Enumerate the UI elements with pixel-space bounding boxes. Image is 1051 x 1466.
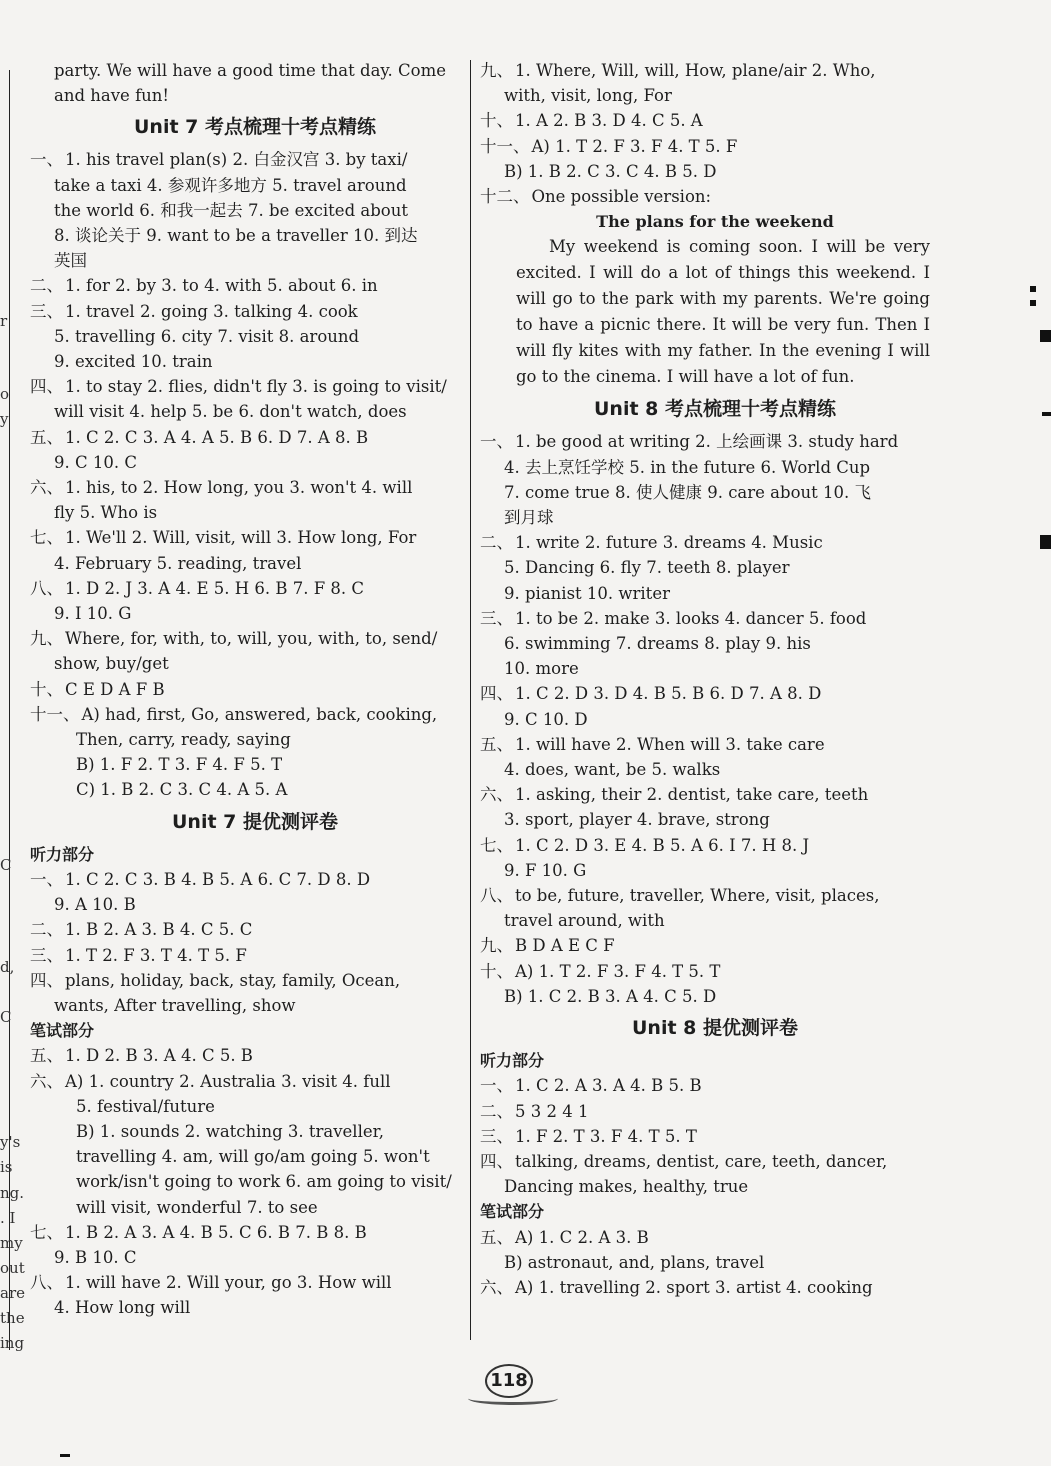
question-number: 十二、 bbox=[480, 187, 530, 207]
answer-text: 9. F 10. G bbox=[504, 860, 587, 880]
answer-text: 1. for 2. by 3. to 4. with 5. about 6. in bbox=[65, 276, 378, 296]
answer-line bbox=[30, 1220, 480, 1245]
subsection-label: 听力部分 bbox=[480, 1051, 545, 1071]
answer-line bbox=[30, 867, 480, 892]
answer-line bbox=[480, 134, 950, 159]
question-number: 七、 bbox=[480, 835, 513, 855]
answer-line bbox=[480, 656, 950, 681]
answer-line bbox=[480, 732, 950, 757]
edge-mark bbox=[60, 1454, 70, 1457]
answer-line bbox=[30, 299, 480, 324]
answer-line bbox=[30, 752, 480, 777]
answer-text: B) 1. C 2. B 3. A 4. C 5. D bbox=[504, 986, 717, 1006]
question-number: 八、 bbox=[480, 886, 513, 906]
answer-text: 1. his travel plan(s) 2. 白金汉宫 3. by taxi/ bbox=[65, 150, 408, 170]
answer-text: 1. travel 2. going 3. talking 4. cook bbox=[65, 301, 358, 321]
question-number: 二、 bbox=[480, 533, 513, 553]
answer-line bbox=[30, 349, 480, 374]
question-number: 二、 bbox=[30, 276, 63, 296]
answer-line bbox=[480, 908, 950, 933]
answer-text: B) astronaut, and, plans, travel bbox=[504, 1252, 765, 1272]
answer-line bbox=[480, 58, 950, 83]
answer-text: 5. festival/future bbox=[76, 1096, 215, 1116]
edge-text-fragment: o bbox=[0, 385, 10, 403]
answer-text: 1. will have 2. When will 3. take care bbox=[515, 734, 825, 754]
answer-text: 1. C 2. C 3. B 4. B 5. A 6. C 7. D 8. D bbox=[65, 869, 371, 889]
answer-text: 4. 去上烹饪学校 5. in the future 6. World Cup bbox=[504, 457, 871, 477]
answer-text: 5 3 2 4 1 bbox=[515, 1101, 589, 1121]
answer-line bbox=[30, 993, 480, 1018]
essay-paragraph: My weekend is coming soon. I will be very excited. I will do a lot of things this weekend. I will go to the park with my parents. We're going to have a picnic there. It will be very fun. Then I will fly kites with my father. In the evening I will go to the cinema. I will have a lot of fun. bbox=[516, 237, 930, 387]
question-number: 二、 bbox=[480, 1101, 513, 1121]
answer-text: 1. be good at writing 2. 上绘画课 3. study hard bbox=[515, 432, 899, 452]
answer-text: One possible version: bbox=[531, 187, 712, 207]
answer-text: Then, carry, ready, saying bbox=[76, 730, 291, 750]
question-number: 九、 bbox=[30, 629, 63, 649]
question-number: 一、 bbox=[30, 869, 63, 889]
answer-text: A) 1. C 2. A 3. B bbox=[515, 1227, 649, 1247]
question-number: 五、 bbox=[480, 734, 513, 754]
answer-line bbox=[30, 1119, 480, 1144]
answer-text: 8. 谈论关于 9. want to be a traveller 10. 到达 bbox=[54, 226, 418, 246]
answer-line bbox=[480, 1124, 950, 1149]
answer-line bbox=[30, 450, 480, 475]
question-number: 二、 bbox=[30, 920, 63, 940]
section-heading: Unit 7 考点梳理十考点精练 bbox=[133, 116, 376, 139]
answer-text: take a taxi 4. 参观许多地方 5. travel around bbox=[54, 175, 407, 195]
answer-line bbox=[30, 677, 480, 702]
answer-line bbox=[30, 147, 480, 172]
answer-text: 9. B 10. C bbox=[54, 1247, 137, 1267]
question-number: 四、 bbox=[30, 377, 63, 397]
answer-line bbox=[30, 223, 480, 248]
question-number: 十、 bbox=[480, 111, 513, 131]
answer-text: 1. C 2. C 3. A 4. A 5. B 6. D 7. A 8. B bbox=[65, 427, 369, 447]
answer-text: 9. C 10. C bbox=[54, 452, 137, 472]
answer-line bbox=[30, 525, 480, 550]
answer-text: B D A E C F bbox=[515, 936, 615, 956]
answer-line bbox=[480, 530, 950, 555]
question-number: 四、 bbox=[30, 970, 63, 990]
answer-text: 1. A 2. B 3. D 4. C 5. A bbox=[515, 111, 703, 131]
answer-text: 9. excited 10. train bbox=[54, 352, 213, 372]
answer-text: and have fun! bbox=[54, 86, 170, 106]
answer-text: 9. pianist 10. writer bbox=[504, 583, 670, 603]
answer-text: 1. asking, their 2. dentist, take care, teeth bbox=[515, 785, 869, 805]
answer-line bbox=[30, 1144, 480, 1169]
answer-line bbox=[30, 917, 480, 942]
answer-text: Where, for, with, to, will, you, with, to, send/ bbox=[65, 629, 438, 649]
question-number: 四、 bbox=[480, 684, 513, 704]
answer-text: B) 1. sounds 2. watching 3. traveller, bbox=[76, 1121, 384, 1141]
answer-line bbox=[30, 425, 480, 450]
answer-text: 1. C 2. D 3. E 4. B 5. A 6. I 7. H 8. J bbox=[515, 835, 810, 855]
answer-line bbox=[480, 883, 950, 908]
answer-line bbox=[30, 273, 480, 298]
question-number: 九、 bbox=[480, 936, 513, 956]
answer-text: show, buy/get bbox=[54, 654, 169, 674]
answer-line bbox=[480, 933, 950, 958]
answer-text: 1. Where, Will, will, How, plane/air 2. Who, bbox=[515, 61, 876, 80]
answer-text: 1. C 2. A 3. A 4. B 5. B bbox=[515, 1076, 702, 1096]
answer-line bbox=[30, 324, 480, 349]
answer-line bbox=[480, 1225, 950, 1250]
answer-text: 1. D 2. J 3. A 4. E 5. H 6. B 7. F 8. C bbox=[65, 578, 365, 598]
answer-line bbox=[480, 108, 950, 133]
answer-text: wants, After travelling, show bbox=[54, 995, 296, 1015]
answer-line bbox=[480, 757, 950, 782]
answer-text: 1. D 2. B 3. A 4. C 5. B bbox=[65, 1046, 253, 1066]
answer-text: 1. C 2. D 3. D 4. B 5. B 6. D 7. A 8. D bbox=[515, 684, 822, 704]
answer-line bbox=[480, 505, 950, 530]
question-number: 六、 bbox=[480, 1277, 513, 1297]
question-number: 四、 bbox=[480, 1151, 513, 1171]
question-number: 十、 bbox=[30, 679, 63, 699]
answer-line bbox=[480, 1149, 950, 1174]
answer-text: B) 1. F 2. T 3. F 4. F 5. T bbox=[76, 755, 283, 775]
edge-text-fragment: ing bbox=[0, 1334, 25, 1352]
answer-line bbox=[480, 581, 950, 606]
answer-line bbox=[480, 1099, 950, 1124]
answer-text: 英国 bbox=[54, 251, 87, 271]
edge-text-fragment: y's bbox=[0, 1133, 21, 1151]
edge-text-fragment: r bbox=[0, 312, 8, 330]
edge-mark bbox=[1042, 412, 1051, 416]
answer-text: talking, dreams, dentist, care, teeth, dancer, bbox=[515, 1151, 888, 1171]
edge-text-fragment: my bbox=[0, 1234, 23, 1252]
answer-line bbox=[30, 777, 480, 802]
subsection-label: 笔试部分 bbox=[480, 1202, 545, 1222]
answer-text: C) 1. B 2. C 3. C 4. A 5. A bbox=[76, 780, 288, 800]
answer-line bbox=[30, 651, 480, 676]
answer-line bbox=[30, 1094, 480, 1119]
question-number: 九、 bbox=[480, 61, 513, 80]
question-number: 七、 bbox=[30, 528, 63, 548]
answer-text: 1. B 2. A 3. B 4. C 5. C bbox=[65, 920, 253, 940]
answer-line bbox=[30, 374, 480, 399]
answer-text: C E D A F B bbox=[65, 679, 165, 699]
answer-line bbox=[30, 576, 480, 601]
answer-line bbox=[30, 58, 480, 83]
answer-line bbox=[30, 727, 480, 752]
answer-text: with, visit, long, For bbox=[504, 86, 672, 106]
answer-text: 1. F 2. T 3. F 4. T 5. T bbox=[515, 1126, 697, 1146]
answer-line bbox=[480, 1275, 950, 1300]
answer-text: 9. A 10. B bbox=[54, 895, 136, 915]
answer-text: work/isn't going to work 6. am going to visit/ bbox=[76, 1172, 452, 1192]
question-number: 十一、 bbox=[30, 704, 80, 724]
answer-line bbox=[480, 959, 950, 984]
answer-text: A) 1. country 2. Australia 3. visit 4. full bbox=[65, 1071, 391, 1091]
edge-text-fragment: C bbox=[0, 1008, 12, 1026]
answer-text: 1. to be 2. make 3. looks 4. dancer 5. food bbox=[515, 608, 867, 628]
answer-line bbox=[480, 429, 950, 454]
answer-line bbox=[30, 968, 480, 993]
answer-text: 5. Dancing 6. fly 7. teeth 8. player bbox=[504, 558, 790, 578]
answer-line bbox=[30, 892, 480, 917]
answer-line bbox=[30, 83, 480, 108]
edge-mark bbox=[1040, 535, 1051, 549]
answer-line bbox=[480, 480, 950, 505]
answer-line bbox=[480, 681, 950, 706]
answer-text: A) 1. T 2. F 3. F 4. T 5. F bbox=[531, 136, 738, 156]
answer-line bbox=[30, 1195, 480, 1220]
answer-line bbox=[30, 601, 480, 626]
answer-line bbox=[30, 173, 480, 198]
answer-line bbox=[30, 248, 480, 273]
edge-text-fragment: y bbox=[0, 410, 9, 428]
left-column bbox=[30, 58, 480, 1321]
answer-line bbox=[480, 159, 950, 184]
question-number: 三、 bbox=[480, 1126, 513, 1146]
edge-text-fragment: C bbox=[0, 856, 12, 874]
answer-text: travelling 4. am, will go/am going 5. won't bbox=[76, 1147, 430, 1167]
question-number: 五、 bbox=[480, 1227, 513, 1247]
answer-line bbox=[480, 184, 950, 209]
edge-mark bbox=[1040, 330, 1051, 342]
question-number: 一、 bbox=[30, 150, 63, 170]
edge-text-fragment: ng. bbox=[0, 1184, 25, 1202]
question-number: 五、 bbox=[30, 427, 63, 447]
section-heading: Unit 7 提优测评卷 bbox=[172, 810, 338, 833]
question-number: 一、 bbox=[480, 432, 513, 452]
answer-line bbox=[30, 943, 480, 968]
edge-text-fragment: are bbox=[0, 1284, 25, 1302]
page-number-swoosh bbox=[468, 1392, 558, 1405]
answer-line bbox=[30, 475, 480, 500]
answer-text: to be, future, traveller, Where, visit, places, bbox=[515, 886, 880, 906]
answer-line bbox=[480, 707, 950, 732]
answer-text: 10. more bbox=[504, 659, 579, 679]
answer-text: 4. does, want, be 5. walks bbox=[504, 760, 721, 780]
answer-line bbox=[30, 1245, 480, 1270]
question-number: 五、 bbox=[30, 1046, 63, 1066]
question-number: 一、 bbox=[480, 1076, 513, 1096]
answer-text: A) 1. T 2. F 3. F 4. T 5. T bbox=[515, 961, 721, 981]
answer-line bbox=[480, 833, 950, 858]
page-number: 118 bbox=[485, 1364, 533, 1398]
answer-line bbox=[480, 858, 950, 883]
section-heading: Unit 8 考点梳理十考点精练 bbox=[593, 398, 836, 421]
edge-text-fragment: the bbox=[0, 1309, 25, 1327]
answer-line bbox=[30, 1270, 480, 1295]
essay-title: The plans for the weekend bbox=[596, 212, 834, 232]
answer-text: 7. come true 8. 使人健康 9. care about 10. 飞 bbox=[504, 482, 871, 502]
answer-line bbox=[30, 1069, 480, 1094]
answer-text: 到月球 bbox=[504, 508, 554, 528]
question-number: 八、 bbox=[30, 1273, 63, 1293]
answer-text: 1. his, to 2. How long, you 3. won't 4. will bbox=[65, 478, 413, 498]
answer-line bbox=[30, 1043, 480, 1068]
answer-line bbox=[30, 500, 480, 525]
answer-text: 3. sport, player 4. brave, strong bbox=[504, 810, 770, 830]
answer-text: 1. will have 2. Will your, go 3. How will bbox=[65, 1273, 392, 1293]
answer-line bbox=[480, 1250, 950, 1275]
subsection-label: 听力部分 bbox=[30, 844, 95, 864]
answer-text: 6. swimming 7. dreams 8. play 9. his bbox=[504, 634, 811, 654]
answer-text: B) 1. B 2. C 3. C 4. B 5. D bbox=[504, 161, 717, 181]
answer-line bbox=[30, 1295, 480, 1320]
edge-text-fragment: out bbox=[0, 1259, 25, 1277]
answer-line bbox=[30, 198, 480, 223]
answer-text: 1. We'll 2. Will, visit, will 3. How long, For bbox=[65, 528, 417, 548]
answer-line bbox=[480, 782, 950, 807]
edge-mark bbox=[1030, 286, 1036, 292]
answer-line bbox=[30, 551, 480, 576]
question-number: 六、 bbox=[30, 1071, 63, 1091]
answer-text: A) had, first, Go, answered, back, cooking, bbox=[81, 704, 438, 724]
answer-text: 5. travelling 6. city 7. visit 8. around bbox=[54, 326, 360, 346]
question-number: 七、 bbox=[30, 1222, 63, 1242]
answer-line bbox=[30, 702, 480, 727]
answer-text: party. We will have a good time that day. Come bbox=[54, 61, 446, 80]
answer-line bbox=[480, 631, 950, 656]
answer-text: 1. write 2. future 3. dreams 4. Music bbox=[515, 533, 823, 553]
answer-line bbox=[480, 1174, 950, 1199]
question-number: 三、 bbox=[30, 301, 63, 321]
question-number: 十、 bbox=[480, 961, 513, 981]
answer-text: will visit 4. help 5. be 6. don't watch, does bbox=[54, 402, 407, 422]
subsection-label: 笔试部分 bbox=[30, 1021, 95, 1041]
section-heading: Unit 8 提优测评卷 bbox=[632, 1017, 798, 1040]
answer-text: Dancing makes, healthy, true bbox=[504, 1177, 749, 1197]
answer-text: 4. February 5. reading, travel bbox=[54, 553, 302, 573]
answer-line bbox=[480, 555, 950, 580]
answer-text: will visit, wonderful 7. to see bbox=[76, 1197, 318, 1217]
edge-text-fragment: is bbox=[0, 1158, 13, 1176]
edge-text-fragment: d, bbox=[0, 958, 15, 976]
edge-text-fragment: . I bbox=[0, 1209, 16, 1227]
answer-line bbox=[30, 1169, 480, 1194]
question-number: 六、 bbox=[30, 478, 63, 498]
answer-line bbox=[480, 1073, 950, 1098]
edge-mark bbox=[1030, 300, 1036, 306]
answer-text: 9. C 10. D bbox=[504, 709, 588, 729]
answer-text: 1. B 2. A 3. A 4. B 5. C 6. B 7. B 8. B bbox=[65, 1222, 367, 1242]
answer-text: 1. T 2. F 3. T 4. T 5. F bbox=[65, 945, 247, 965]
answer-line bbox=[480, 807, 950, 832]
answer-text: plans, holiday, back, stay, family, Ocean, bbox=[65, 970, 401, 990]
question-number: 三、 bbox=[30, 945, 63, 965]
answer-line bbox=[480, 455, 950, 480]
question-number: 十一、 bbox=[480, 136, 530, 156]
question-number: 六、 bbox=[480, 785, 513, 805]
answer-line bbox=[480, 984, 950, 1009]
answer-line bbox=[480, 606, 950, 631]
answer-text: travel around, with bbox=[504, 911, 665, 931]
answer-text: 4. How long will bbox=[54, 1298, 191, 1318]
question-number: 三、 bbox=[480, 608, 513, 628]
answer-text: fly 5. Who is bbox=[54, 503, 158, 523]
answer-text: the world 6. 和我一起去 7. be excited about bbox=[54, 200, 408, 220]
right-column bbox=[480, 58, 950, 1300]
question-number: 八、 bbox=[30, 578, 63, 598]
answer-text: 9. I 10. G bbox=[54, 604, 132, 624]
answer-line bbox=[30, 626, 480, 651]
answer-text: A) 1. travelling 2. sport 3. artist 4. cooking bbox=[515, 1277, 873, 1297]
answer-text: 1. to stay 2. flies, didn't fly 3. is going to visit/ bbox=[65, 377, 447, 397]
answer-line bbox=[30, 399, 480, 424]
answer-line bbox=[480, 83, 950, 108]
